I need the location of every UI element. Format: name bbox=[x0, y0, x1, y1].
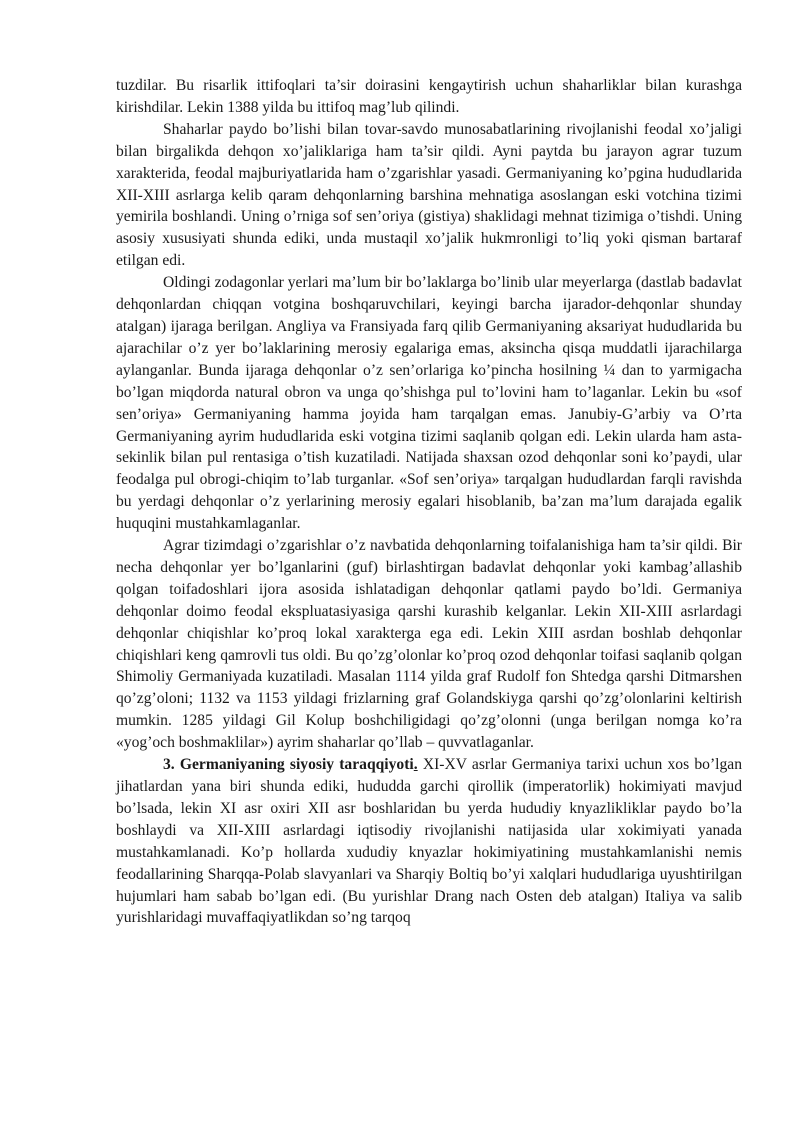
document-page bbox=[116, 75, 742, 929]
paragraph-towns-and-agrarian-change: Shaharlar paydo bo’lishi bilan tovar-savdo munosabatlarining rivojlanishi feodal xo’jaligi bilan birgalikda dehqon xo’jaliklariga ham ta’sir qildi. Ayni paytda bu jarayon agrar tuzum xarakterida, feodal majburiyatlarida ham o’zgarishlar yasadi. Germaniyaning ko’pgina hududlarida XII-XIII asrlarga kelib qaram dehqonlarning barshina mehnatiga asoslangan eski votchina tizimi yemirila boshlandi. Uning o’rniga sof sen’oriya (gistiya) shaklidagi mehnat tizimiga o’tishdi. Uning asosiy xususiyati shunda ediki, unda mustaqil xo’jalik hukmronligi to’liq yoki qisman bartaraf etilgan edi. bbox=[116, 120, 742, 270]
section-body-text: XI-XV asrlar Germaniya tarixi uchun xos bo’lgan jihatlardan yana biri shunda ediki, hududda garchi qirollik (imperatorlik) hokimiyati mavjud bo’lsada, lekin XI asr oxiri XII asr boshlaridan bu yerda hududiy knyazlikliklar paydo bo’la boshlaydi va XII-XIII asrlardagi iqtisodiy rivojlanishi natijasida ular xokimiyati yanada mustahkamlanadi. Ko’p hollarda xududiy knyazlar hokimiyatining mustahkamlanishi nemis feodallarining Sharqqa-Polab slavyanlari va Sharqiy Boltiq bo’yi xalqlari hududlariga uyushtirilgan hujumlari ham sabab bo’lgan edi. (Bu yurishlar Drang nach Osten deb atalgan) Italiya va salib yurishlaridagi muvaffaqiyatlikdan so’ng tarqoq bbox=[116, 756, 742, 927]
paragraph-continuation: tuzdilar. Bu risarlik ittifoqlari ta’sir doirasini kengaytirish uchun shaharliklar bilan kurashga kirishdilar. Lekin 1388 yilda bu ittifoq mag’lub qilindi. bbox=[116, 77, 742, 116]
paragraph-land-leasing: Oldingi zodagonlar yerlari ma’lum bir bo’laklarga bo’linib ular meyerlarga (dastlab badavlat dehqonlardan chiqqan votgina boshqaruvchilari, keyingi barcha ijarador-dehqonlar shunday atalgan) ijaraga berilgan. Angliya va Fransiyada farq qilib Germaniyaning aksariyat hududlarida bu ajarachilar o’z yer bo’laklarining merosiy egalariga emas, aksincha qisqa muddatli ijarachilarga aylanganlar. Bunda ijaraga dehqonlar o’z sen’orlariga ko’pincha hosilning ¼ dan to yarmigacha bo’lgan miqdorda natural obron va unga qo’shishga pul to’lovini ham to’laganlar. Lekin bu «sof sen’oriya» Germaniyaning hamma joyida ham tarqalgan emas. Janubiy-G’arbiy va O’rta Germaniyaning ayrim hududlarida eski votgina tizimi saqlanib qolgan edi. Lekin ularda ham asta-sekinlik bilan pul rentasiga o’tish kuzatiladi. Natijada shaxsan ozod dehqonlar soni ko’paydi, ular feodalga pul obrogi-chiqim to’lab turganlar. «Sof sen’oriya» tarqalgan hududlardan farqli ravishda bu yerdagi dehqonlar o’z yerlarining merosiy egalari hisoblanib, ba’zan ma’lum darajada egalik huquqini mustahkamlaganlar. bbox=[116, 274, 742, 533]
paragraph-political-development bbox=[116, 754, 742, 929]
section-heading-mark: . bbox=[413, 756, 418, 774]
section-heading: 3. Germaniyaning siyosiy taraqqiyoti bbox=[163, 756, 414, 774]
paragraph-peasant-uprisings: Agrar tizimdagi o’zgarishlar o’z navbatida dehqonlarning toifalanishiga ham ta’sir qildi. Bir necha dehqonlar yer bo’lganlarini (guf) birlashtirgan badavlat dehqonlar yoki kambag’allashib qolgan toifadoshlari ijora asosida ishlatadigan dehqonlar qatlami paydo bo’ldi. Germaniya dehqonlar doimo feodal ekspluatasiyasiga qarshi kurashib kelganlar. Lekin XII-XIII asrlardagi dehqonlar chiqishlar ko’proq lokal xarakterga ega edi. Lekin XIII asrdan boshlab dehqonlar chiqishlari keng qamrovli tus oldi. Bu qo’zg’olonlar ko’proq ozod dehqonlar toifasi saqlanib qolgan Shimoliy Germaniyada kuzatiladi. Masalan 1114 yilda graf Rudolf fon Shtedga qarshi Ditmarshen qo’zg’oloni; 1132 va 1153 yildagi frizlarning graf Golandskiyga qarshi qo’zg’olonlarini keltirish mumkin. 1285 yildagi Gil Kolup boshchiligidagi qo’zg’olonni (unga berilgan nomga ko’ra «yog’och boshmaklilar») ayrim shaharlar qo’llab – quvvatlaganlar. bbox=[116, 537, 742, 752]
